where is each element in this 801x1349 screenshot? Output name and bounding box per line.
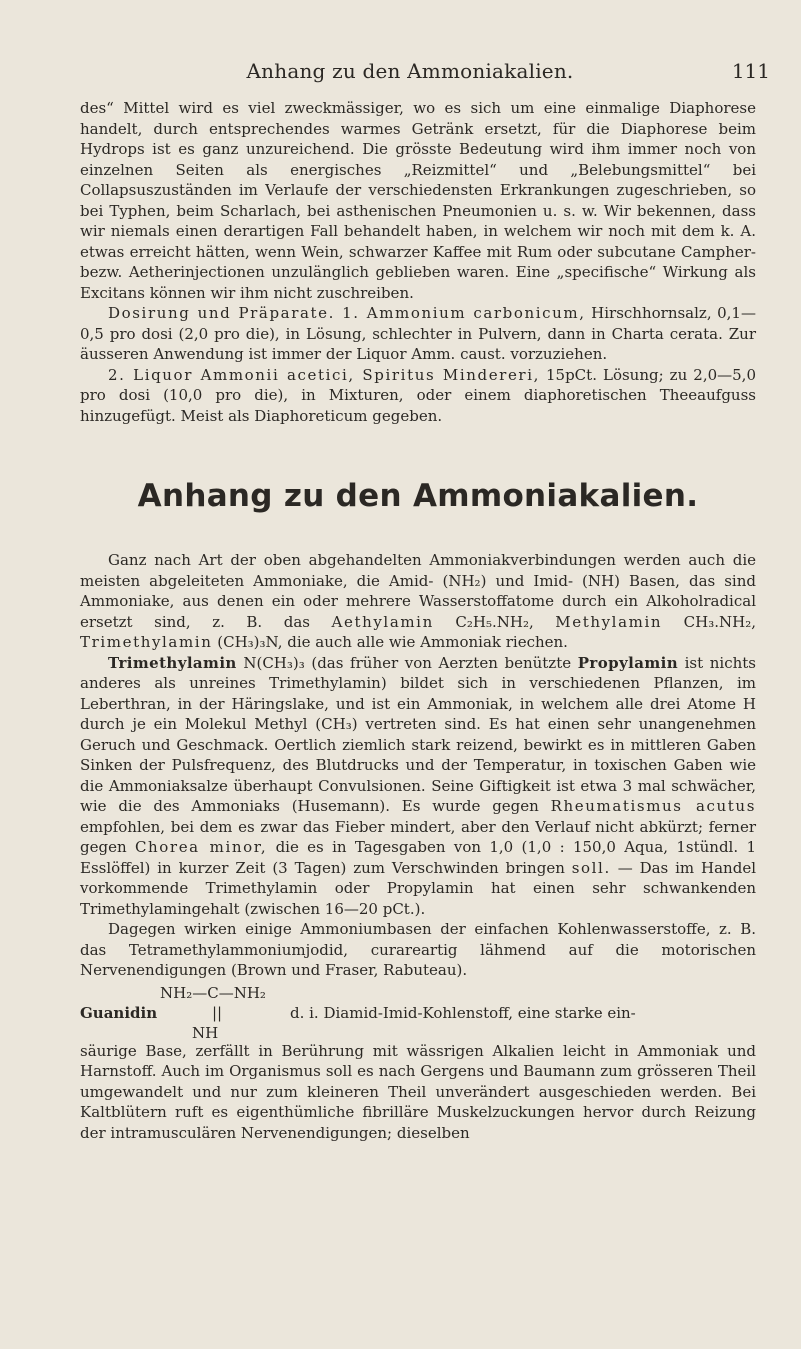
body-text (80, 98, 756, 1143)
liquor-lead: 2. Liquor Ammonii acetici, Spiritus Mindereri, (108, 365, 540, 384)
amines-text-g: (CH₃)₃N, die auch alle wie Ammoniak riechen. (212, 633, 568, 651)
formula-top: NH₂—C—NH₂ (160, 983, 266, 1002)
tma-text-b: N(CH₃)₃ (das früher von Aerzten benützte (236, 653, 578, 672)
tma-text-d: ist nichts anderes als unreines Trimethylamin) bildet sich in verschiedenen Pflanzen, im Leberthran, in der Häringslake, und ist ein Ammoniak, in welchem alle drei Atome H durch je ein Molekul Methyl (CH₃) vertreten sind. Es hat einen sehr unangenehmen Geruch und Geschmack. Oertlich ziemlich stark reizend, bewirkt es in mittleren Gaben Sinken der Pulsfrequenz, des Blutdrucks und der Temperatur, in toxischen Gaben wie die Ammoniaksalze überhaupt Convulsionen. Seine Giftigkeit ist etwa 3 mal schwächer, wie die des Ammoniaks (Husemann). Es wurde gegen (80, 653, 756, 815)
trimethylamin-term: Trimethylamin (80, 633, 213, 651)
liquor-text: 15pCt. Lösung; zu 2,0—5,0 pro dosi (10,0 pro die), in Mixturen, oder einem diaphoretischen Theeaufguss hinzugefügt. Meist als Diaphoreticum gegeben. (80, 365, 756, 425)
tma-text-h: die es in Tagesgaben von 1,0 (1,0 : 150,0 Aqua, 1stündl. 1 Esslöffel) in kurzer Zeit (3 Tagen) zum Verschwinden bringen (80, 838, 756, 877)
amines-text-a: Ganz nach Art der oben abgehandelten Ammoniakverbindungen werden auch die meisten abgeleiteten Ammoniake, die Amid- (NH₂) und Imid- (NH) Basen, das sind Ammoniake, aus denen ein oder mehrere Wasserstoffatome durch ein Alkoholradical ersetzt sind, z. B. das (80, 551, 756, 631)
propylamin-term: Propylamin (577, 653, 679, 672)
methylamin-term: Methylamin (555, 612, 663, 631)
amines-text-c: C₂H₅.NH₂, (433, 612, 556, 631)
soll-term: soll. (571, 858, 611, 877)
section-heading: Anhang zu den Ammoniakalien. (137, 478, 699, 514)
paragraph-guanidin: säurige Base, zerfällt in Berührung mit wässrigen Alkalien leicht in Ammoniak und Harnstoff. Auch im Organismus soll es nach Gergens und Baumann zum grösseren Theil umgewandelt und nur zum kleineren Theil unverändert ausgeschieden werden. Bei Kaltblütern ruft es eigenthümliche fibrilläre Muskelzuckungen hervor durch Reizung der intramusculären Nervenendigungen; dieselben (80, 1041, 756, 1142)
formula-double-bond: || (212, 1003, 223, 1022)
page-number: 111 (731, 59, 770, 83)
amines-text-e: CH₃.NH₂, (662, 612, 756, 631)
tma-text-j: — Das im Handel vorkommende Trimethylamin oder Propylamin hat einen sehr schwankenden Trimethylamingehalt (zwischen 16—20 pCt.). (80, 858, 756, 918)
chorea-term: Chorea minor, (134, 838, 268, 856)
running-head: Anhang zu den Ammoniakalien. (246, 59, 574, 83)
formula-description: d. i. Diamid-Imid-Kohlenstoff, eine starke ein- (290, 1003, 636, 1022)
paragraph-intro: des“ Mittel wird es viel zweckmässiger, wo es sich um eine einmalige Diaphorese handelt, durch entsprechendes warmes Getränk ersetzt, für die Diaphorese beim Hydrops ist es ganz unzureichend. Die grösste Bedeutung wird ihm immer noch von einzelnen Seiten als energisches „Reizmittel“ und „Belebungsmittel“ bei Collapsuszuständen im Verlaufe der verschiedensten Erkrankungen zugeschrieben, so bei Typhen, beim Scharlach, bei asthenischen Pneumonien u. s. w. Wir bekennen, dass wir niemals einen derartigen Fall behandelt haben, in welchem wir noch mit dem k. A. etwas erreicht hätten, wenn Wein, schwarzer Kaffee mit Rum oder subcutane Campher- bezw. Aetherinjectionen unzulänglich geblieben waren. Eine „specifische“ Wirkung als Excitans können wir ihm nicht zuschreiben. (80, 99, 756, 302)
aethylamin-term: Aethylamin (331, 612, 434, 631)
page-header (90, 56, 770, 86)
guanidin-formula (80, 983, 756, 1041)
formula-nh: NH (192, 1023, 219, 1042)
tma-text-f: empfohlen, bei dem es zwar das Fieber mindert, aber den Verlauf nicht abkürzt; ferner gegen (80, 817, 756, 856)
dosirung-lead: Dosirung und Präparate. 1. Ammonium carbonicum, (108, 304, 586, 322)
paragraph-ammoniumbasen: Dagegen wirken einige Ammoniumbasen der einfachen Kohlenwasserstoffe, z. B. das Tetramethylammoniumjodid, curareartig lähmend auf die motorischen Nervenendigungen (Brown und Fraser, Rabuteau). (80, 920, 756, 979)
paragraph-dosirung (80, 303, 756, 365)
paragraph-trimethylamin (80, 653, 756, 920)
dosirung-text: Hirschhornsalz, 0,1—0,5 pro dosi (2,0 pro die), in Lösung, schlechter in Pulvern, dann in Charta cerata. Zur äusseren Anwendung ist immer der Liquor Amm. caust. vorzuziehen. (80, 304, 756, 363)
rheumatismus-term: Rheumatismus acutus (550, 797, 756, 815)
paragraph-amines (80, 550, 756, 653)
trimethylamin-heading: Trimethylamin (108, 653, 237, 672)
paragraph-liquor (80, 365, 756, 427)
guanidin-heading: Guanidin (80, 1003, 158, 1022)
